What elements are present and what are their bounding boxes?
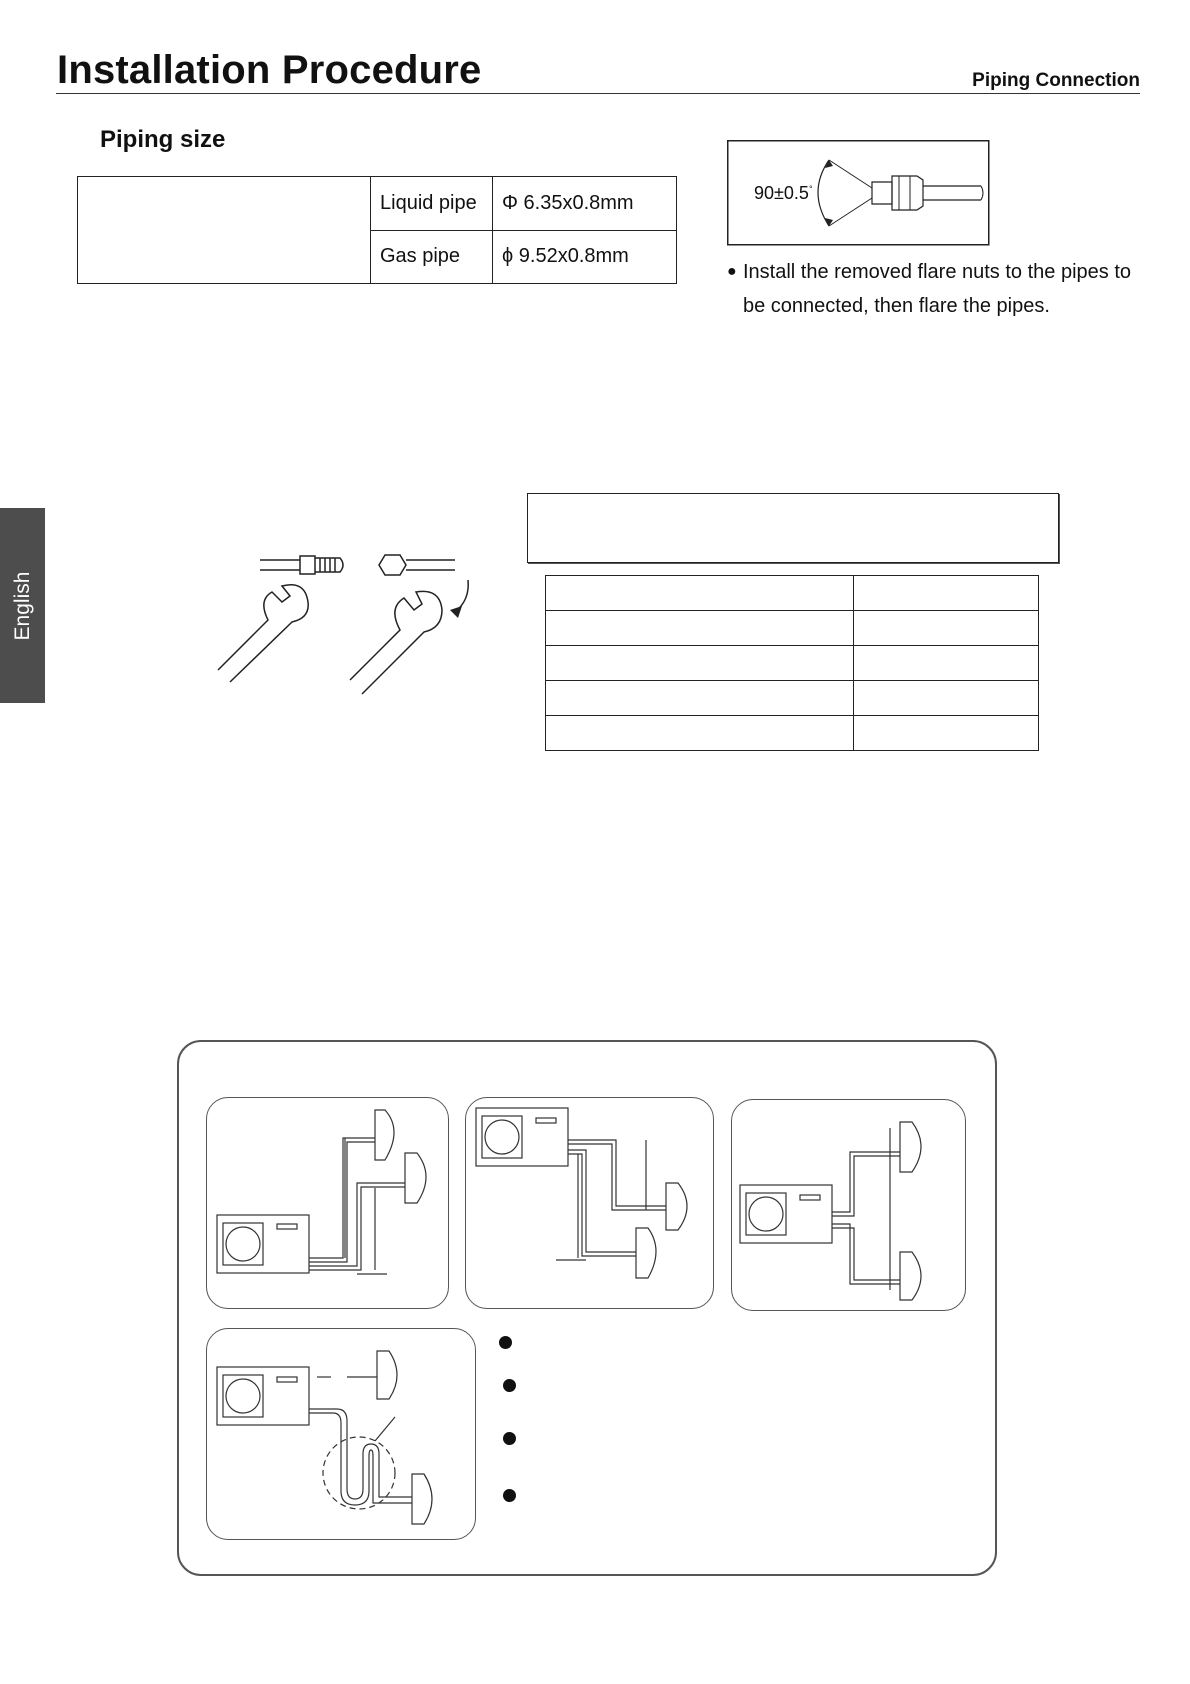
bullet-icon — [499, 1336, 512, 1349]
model-cell — [78, 177, 371, 284]
wrench-illustration — [210, 540, 485, 710]
language-tab[interactable] — [0, 508, 45, 703]
table-cell — [854, 716, 1039, 751]
table-row — [546, 681, 1039, 716]
flare-angle-value: 90±0.5 — [754, 183, 809, 203]
installation-diagrams-box — [177, 1040, 997, 1576]
table-cell — [546, 716, 854, 751]
diagram-panel — [206, 1328, 476, 1540]
pipe-size-value: 6.35x0.8mm — [523, 191, 634, 214]
torque-table — [545, 575, 1039, 751]
table-cell — [546, 576, 854, 611]
language-tab-label: English — [10, 571, 34, 640]
piping-size-table — [77, 176, 677, 284]
table-row — [78, 177, 677, 231]
pipe-size-cell — [493, 230, 677, 284]
table-cell — [854, 646, 1039, 681]
torque-table-header — [527, 493, 1059, 563]
bullet-icon: ● — [727, 263, 737, 280]
header-rule — [56, 93, 1140, 94]
piping-diagram — [732, 1100, 965, 1310]
diagram-panel — [731, 1099, 966, 1311]
table-row — [546, 611, 1039, 646]
diagram-panel — [206, 1097, 449, 1309]
flare-note-text: Install the removed flare nuts to the pipes to be connected, then flare the pipes. — [743, 261, 1131, 317]
piping-diagram — [207, 1098, 448, 1308]
table-cell — [546, 646, 854, 681]
pipe-type-cell: Gas pipe — [371, 230, 493, 284]
table-cell — [854, 611, 1039, 646]
pipe-type-cell: Liquid pipe — [371, 177, 493, 231]
flare-angle-label: 90±0.5° — [754, 183, 813, 203]
diameter-symbol: ϕ — [502, 245, 514, 268]
table-cell — [546, 681, 854, 716]
diameter-symbol: Φ — [502, 191, 518, 214]
oil-trap-diagram — [207, 1329, 475, 1539]
section-label: Piping Connection — [972, 70, 1140, 91]
bullet-icon — [503, 1489, 516, 1502]
table-cell — [854, 576, 1039, 611]
flare-note — [727, 255, 1147, 323]
table-row — [546, 646, 1039, 681]
table-row — [546, 576, 1039, 611]
page-title: Installation Procedure — [57, 48, 482, 92]
piping-diagram — [466, 1098, 713, 1308]
piping-size-heading: Piping size — [100, 126, 226, 153]
bullet-icon — [503, 1379, 516, 1392]
table-cell — [854, 681, 1039, 716]
diagram-panel — [465, 1097, 714, 1309]
pipe-size-value: 9.52x0.8mm — [518, 245, 629, 268]
bullet-icon — [503, 1432, 516, 1445]
pipe-size-cell — [493, 177, 677, 231]
table-cell — [546, 611, 854, 646]
table-row — [546, 716, 1039, 751]
